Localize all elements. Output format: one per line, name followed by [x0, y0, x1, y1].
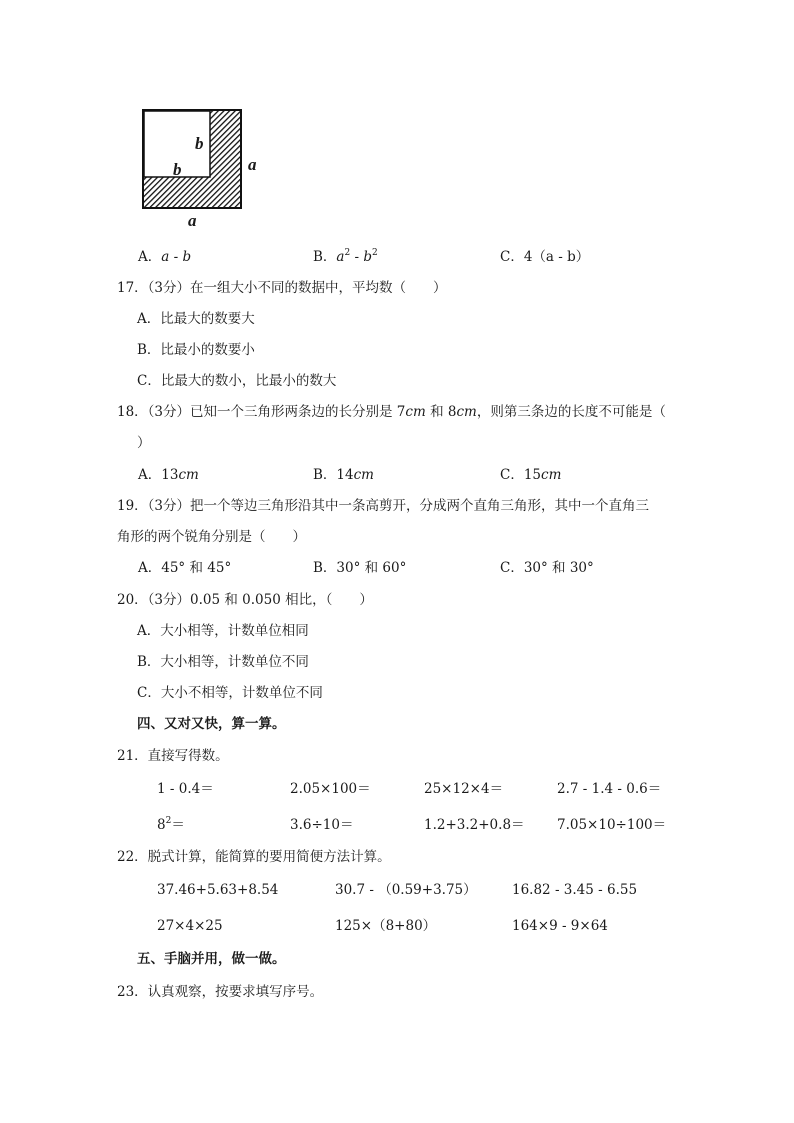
- option-value: B．14: [313, 467, 354, 483]
- unit-cm: cm: [178, 467, 199, 483]
- q20-option-b[interactable]: B．大小相等，计数单位不同: [137, 654, 309, 670]
- q19-stem-line1: 19．（3分）把一个等边三角形沿其中一条高剪开，分成两个直角三角形，其中一个直角三: [117, 498, 650, 514]
- section-heading-4: 四、又对又快，算一算。: [137, 716, 286, 732]
- q19-option-b[interactable]: B．30° 和 60°: [313, 560, 407, 576]
- q21-item[interactable]: [157, 816, 185, 833]
- q21-item[interactable]: 7.05×10÷100＝: [557, 817, 667, 833]
- q18-stem-line2: ）: [137, 435, 151, 451]
- q20-option-a[interactable]: A．大小相等，计数单位相同: [137, 623, 309, 639]
- option-letter: B．: [313, 249, 337, 265]
- stem-text: 18．（3分）已知一个三角形两条边的长分别是 7: [117, 404, 406, 420]
- q18-option-a[interactable]: [138, 469, 199, 483]
- section-heading-5: 五、手脑并用，做一做。: [137, 951, 286, 967]
- exponent: 2: [165, 816, 172, 826]
- var-a: a: [336, 249, 345, 265]
- q22-item[interactable]: 37.46+5.63+8.54: [157, 882, 279, 898]
- q22-item[interactable]: 125×（8+80）: [335, 918, 437, 934]
- q22-item[interactable]: 30.7 - （0.59+3.75）: [335, 882, 477, 898]
- q19-option-c[interactable]: C．30° 和 30°: [500, 560, 594, 576]
- q17-option-b[interactable]: B．比最小的数要小: [137, 342, 255, 358]
- q17-option-c[interactable]: C．比最大的数小，比最小的数大: [137, 373, 337, 389]
- exponent: 2: [372, 248, 378, 258]
- unit-cm: cm: [405, 404, 426, 420]
- unit-cm: cm: [456, 404, 477, 420]
- q21-item[interactable]: 25×12×4＝: [424, 781, 504, 797]
- label-a-right: a: [248, 155, 257, 174]
- unit-cm: cm: [353, 467, 374, 483]
- q16-option-c[interactable]: C．4（a - b）: [500, 249, 590, 265]
- q19-stem-line2: 角形的两个锐角分别是（ ）: [117, 529, 306, 545]
- q20-option-c[interactable]: C．大小不相等，计数单位不同: [137, 685, 323, 701]
- q21-item[interactable]: 2.05×100＝: [290, 781, 371, 797]
- stem-text: 和 8: [425, 404, 457, 420]
- q18-option-c[interactable]: [500, 469, 561, 483]
- base: 8: [157, 817, 166, 833]
- option-value: C．15: [500, 467, 542, 483]
- q20-stem: 20．（3分）0.05 和 0.050 相比，（ ）: [117, 592, 373, 608]
- q22-item[interactable]: 164×9 - 9×64: [512, 918, 608, 934]
- q22-item[interactable]: 16.82 - 3.45 - 6.55: [512, 882, 638, 898]
- q23-stem: 23．认真观察，按要求填写序号。: [117, 984, 324, 1000]
- q21-item[interactable]: 2.7 - 1.4 - 0.6＝: [557, 781, 662, 797]
- q21-item[interactable]: 1 - 0.4＝: [157, 781, 214, 797]
- q17-option-a[interactable]: A．比最大的数要大: [137, 311, 255, 327]
- minus: -: [350, 249, 364, 265]
- equals: ＝: [171, 817, 185, 833]
- label-b-bottom: b: [173, 160, 182, 179]
- q16-option-a[interactable]: [138, 251, 191, 265]
- q22-item[interactable]: 27×4×25: [157, 918, 223, 934]
- q18-stem: [117, 406, 666, 420]
- q21-item[interactable]: 3.6÷10＝: [290, 817, 354, 833]
- q17-stem: 17．（3分）在一组大小不同的数据中，平均数（ ）: [117, 280, 447, 296]
- q16-option-b[interactable]: [313, 248, 378, 265]
- unit-cm: cm: [541, 467, 562, 483]
- q21-item[interactable]: 1.2+3.2+0.8＝: [424, 817, 525, 833]
- q19-option-a[interactable]: A．45° 和 45°: [138, 560, 232, 576]
- option-expr: a - b: [161, 249, 192, 265]
- q18-option-b[interactable]: [313, 469, 374, 483]
- option-value: A．13: [138, 467, 179, 483]
- exponent: 2: [344, 248, 351, 258]
- label-b-right: b: [195, 134, 204, 153]
- option-letter: A．: [138, 249, 162, 265]
- q22-stem: 22．脱式计算，能简算的要用简便方法计算。: [117, 849, 391, 865]
- square-figure: [141, 108, 271, 238]
- q21-stem: 21．直接写得数。: [117, 748, 229, 764]
- stem-text: ，则第三条边的长度不可能是（: [476, 404, 666, 420]
- var-b: b: [363, 249, 373, 265]
- label-a-bottom: a: [188, 211, 197, 230]
